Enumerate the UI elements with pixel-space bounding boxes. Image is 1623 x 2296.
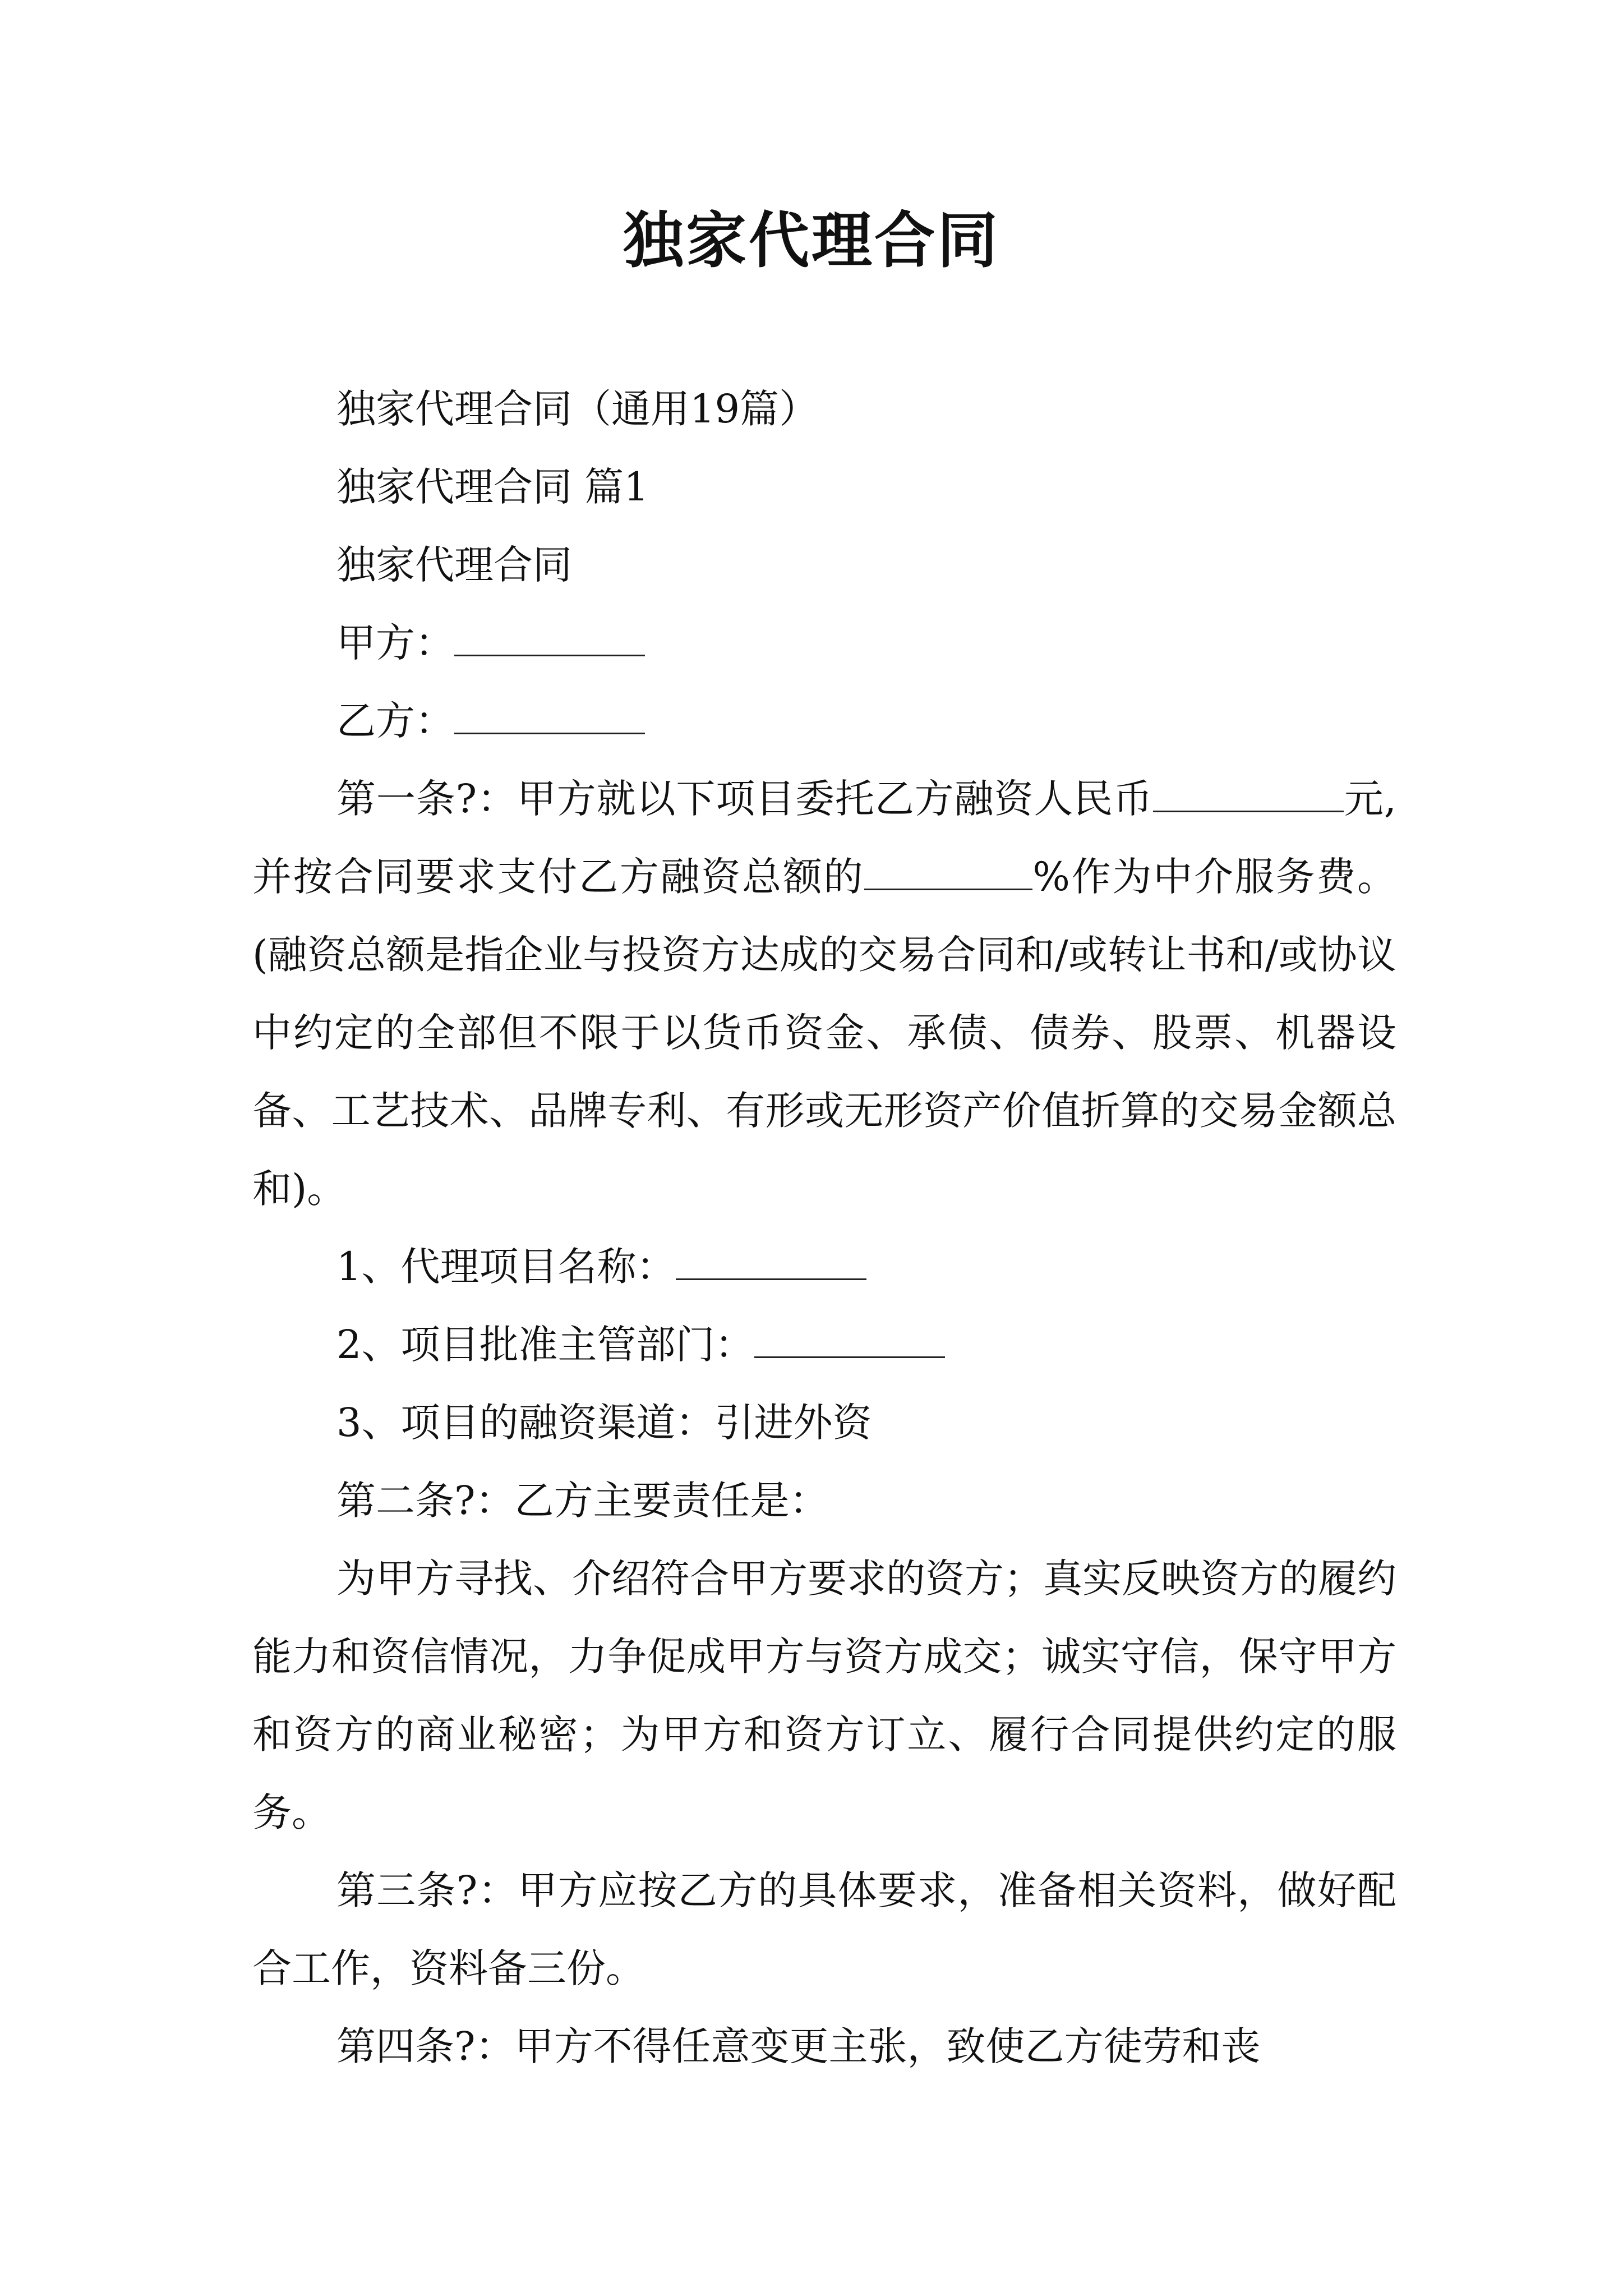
item-3-line: 3、项目的融资渠道：引进外资 xyxy=(336,1400,872,1446)
article-1-part-1: 第一条?：甲方就以下项目委托乙方融资人民币 xyxy=(336,776,1153,822)
financing-amount-blank xyxy=(1153,777,1344,812)
party-b-blank xyxy=(454,699,645,734)
item-2-label: 2、项目批准主管部门： xyxy=(336,1322,754,1368)
article-2-heading: 第二条?：乙方主要责任是： xyxy=(336,1478,829,1524)
item-2-line xyxy=(252,1306,1396,1384)
item-1-line xyxy=(252,1228,1396,1306)
item-1-label: 1、代理项目名称： xyxy=(336,1244,676,1290)
project-name-blank xyxy=(676,1245,866,1280)
article-3: 第三条?：甲方应按乙方的具体要求，准备相关资料，做好配合工作，资料备三份。 xyxy=(252,1867,1396,1991)
contract-name: 独家代理合同 xyxy=(336,542,572,588)
document-body xyxy=(252,370,1396,2086)
party-a-line xyxy=(252,604,1396,682)
approval-department-blank xyxy=(754,1323,945,1358)
party-b-label: 乙方： xyxy=(336,698,454,744)
fee-percent-blank xyxy=(864,855,1032,890)
party-b-line xyxy=(252,682,1396,760)
subtitle: 独家代理合同（通用19篇） xyxy=(336,386,819,432)
party-a-label: 甲方： xyxy=(336,620,454,666)
article-4: 第四条?：甲方不得任意变更主张，致使乙方徒劳和丧 xyxy=(336,2023,1261,2069)
document-title: 独家代理合同 xyxy=(623,206,1000,276)
article-1-part-2: 元,并按合同要求支付乙方融资总额的 xyxy=(252,776,1396,900)
article-2-body: 为甲方寻找、介绍符合甲方要求的资方；真实反映资方的履约能力和资信情况，力争促成甲方与资方成交；诚实守信，保守甲方和资方的商业秘密；为甲方和资方订立、履行合同提供约定的服务。 xyxy=(252,1556,1396,1835)
party-a-blank xyxy=(454,621,645,656)
article-1 xyxy=(252,760,1396,1228)
article-1-part-3: %作为中介服务费。(融资总额是指企业与投资方达成的交易合同和/或转让书和/或协议中约定的全部但不限于以货币资金、承债、债券、股票、机器设备、工艺技术、品牌专利、有形或无形资产价值折算的交易金额总和)。 xyxy=(252,854,1397,1212)
chapter-heading: 独家代理合同 篇1 xyxy=(336,464,649,510)
